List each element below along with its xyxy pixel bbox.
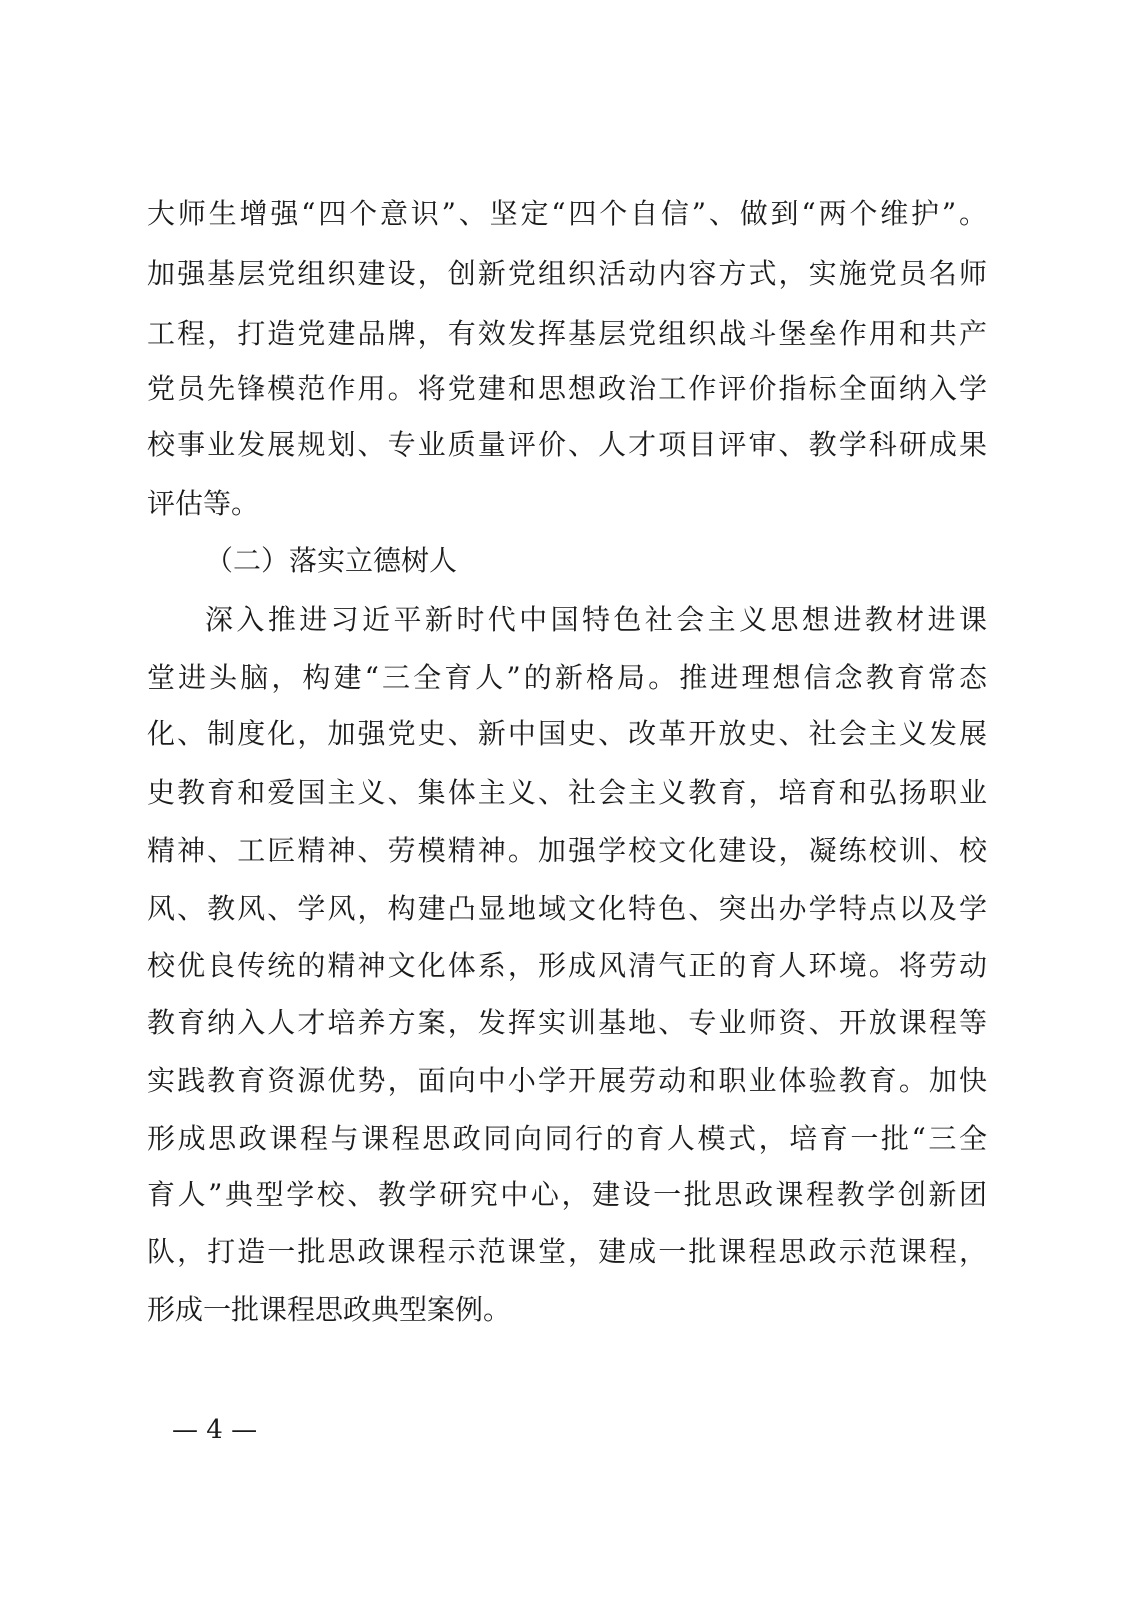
paragraph-line: 党员先锋模范作用。将党建和思想政治工作评价指标全面纳入学 (147, 372, 987, 405)
section-heading: （二）落实立德树人 (205, 544, 458, 577)
page-number: — 4 — (172, 1415, 258, 1445)
paragraph-line: 加强基层党组织建设，创新党组织活动内容方式，实施党员名师 (147, 257, 987, 290)
paragraph-line: 化、制度化，加强党史、新中国史、改革开放史、社会主义发展 (147, 717, 987, 750)
paragraph-line: 工程，打造党建品牌，有效发挥基层党组织战斗堡垒作用和共产 (147, 317, 987, 350)
paragraph-line: 大师生增强“四个意识”、坚定“四个自信”、做到“两个维护”。 (147, 197, 987, 230)
paragraph-line: 深入推进习近平新时代中国特色社会主义思想进教材进课 (205, 603, 987, 636)
paragraph-line: 形成一批课程思政典型案例。 (147, 1293, 512, 1326)
paragraph-line: 校事业发展规划、专业质量评价、人才项目评审、教学科研成果 (147, 428, 987, 461)
paragraph-line: 风、教风、学风，构建凸显地域文化特色、突出办学特点以及学 (147, 892, 987, 925)
paragraph-line: 史教育和爱国主义、集体主义、社会主义教育，培育和弘扬职业 (147, 776, 987, 809)
paragraph-line: 实践教育资源优势，面向中小学开展劳动和职业体验教育。加快 (147, 1064, 987, 1097)
paragraph-line: 形成思政课程与课程思政同向同行的育人模式，培育一批“三全 (147, 1122, 987, 1155)
paragraph-line: 堂进头脑，构建“三全育人”的新格局。推进理想信念教育常态 (147, 661, 987, 694)
paragraph-line: 校优良传统的精神文化体系，形成风清气正的育人环境。将劳动 (147, 949, 987, 982)
paragraph-line: 教育纳入人才培养方案，发挥实训基地、专业师资、开放课程等 (147, 1006, 987, 1039)
paragraph-line: 评估等。 (147, 487, 260, 520)
paragraph-line: 育人”典型学校、教学研究中心，建设一批思政课程教学创新团 (147, 1178, 987, 1211)
paragraph-line: 队，打造一批思政课程示范课堂，建成一批课程思政示范课程， (147, 1235, 987, 1268)
paragraph-line: 精神、工匠精神、劳模精神。加强学校文化建设，凝练校训、校 (147, 834, 987, 867)
